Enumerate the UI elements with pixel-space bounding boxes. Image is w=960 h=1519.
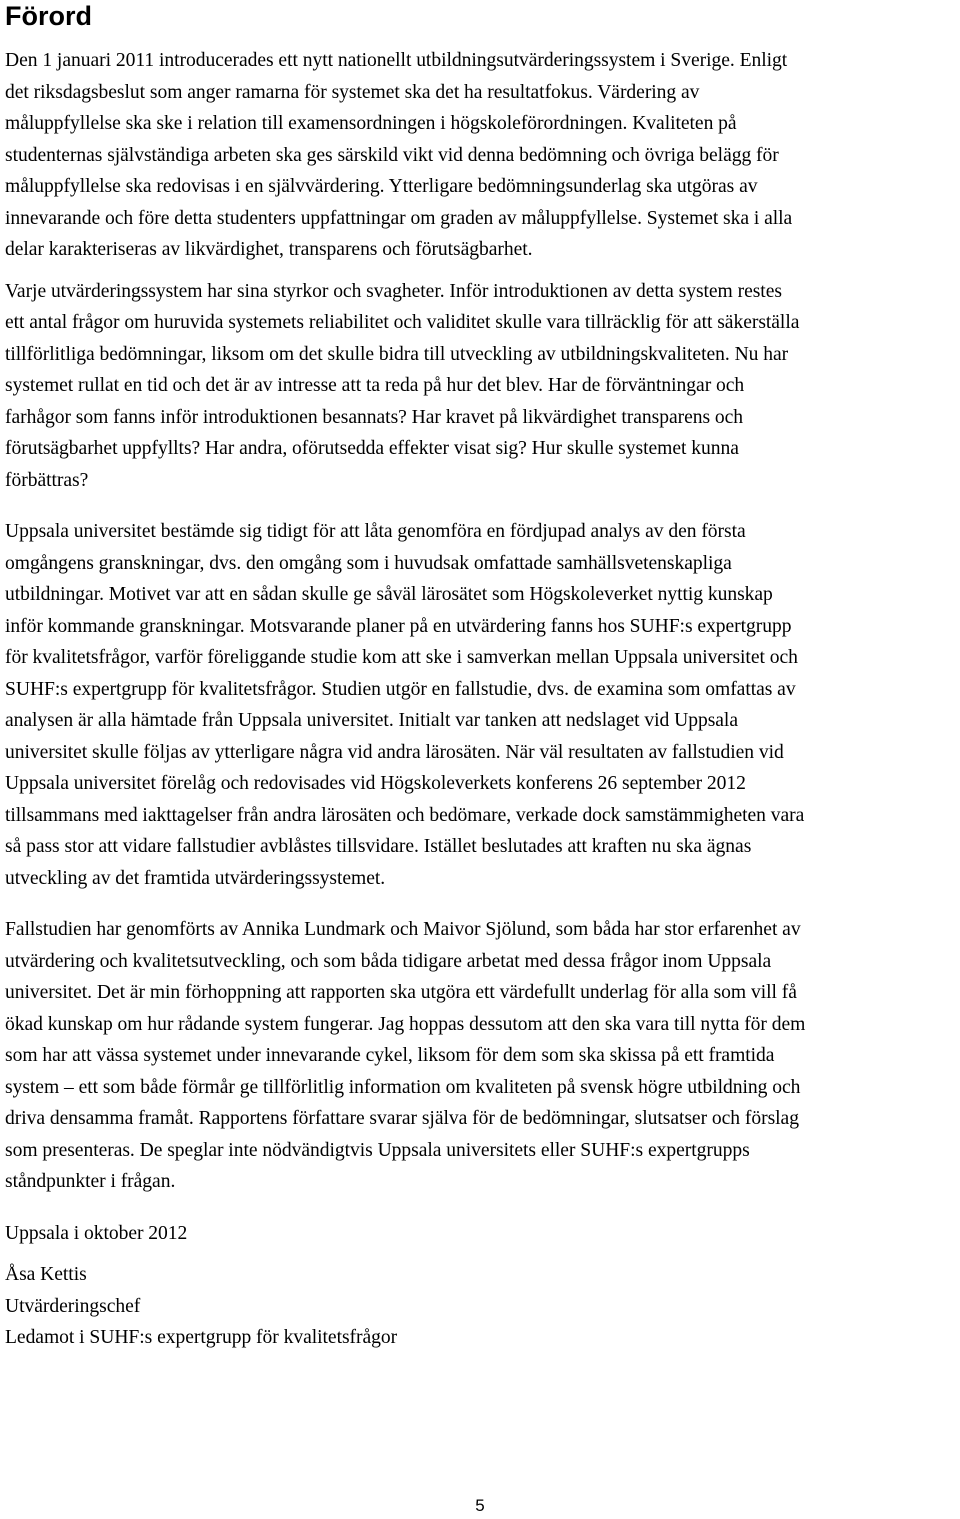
text-line: så pass stor att vidare fallstudier avblåstes tillsvidare. Istället beslutades att kraften nu ska ägnas <box>5 836 752 857</box>
text-line: förutsägbarhet uppfyllts? Har andra, oförutsedda effekter visat sig? Hur skulle systemet kunna <box>5 438 739 459</box>
paragraph-spacer <box>5 894 954 914</box>
text-line: Uppsala universitet bestämde sig tidigt för att låta genomföra en fördjupad analys av den första <box>5 521 746 542</box>
text-line: tillförlitliga bedömningar, liksom om det skulle bidra till utveckling av utbildningskvaliteten. Nu har <box>5 343 789 365</box>
paragraph-spacer <box>5 266 954 276</box>
text-line: tillsammans med iakttagelser från andra lärosäten och bedömare, verkade dock samstämmigheten vara <box>5 804 805 826</box>
text-line: Varje utvärderingssystem har sina styrkor och svagheter. Inför introduktionen av detta system restes <box>5 280 782 302</box>
paragraph-1 <box>5 45 954 266</box>
signature-title: Utvärderingschef <box>5 1295 141 1317</box>
page-title: Förord <box>5 1 92 31</box>
paragraph-4 <box>5 914 954 1198</box>
text-line: farhågor som fanns inför introduktionen besannats? Har kravet på likvärdighet transparens och <box>5 406 744 428</box>
paragraph-spacer <box>5 1249 954 1259</box>
signature-role: Ledamot i SUHF:s expertgrupp för kvalitetsfrågor <box>5 1327 398 1348</box>
text-line: som presenteras. De speglar inte nödvändigtvis Uppsala universitets eller SUHF:s expertgrupps <box>5 1139 750 1161</box>
text-line: innevarande och före detta studenters uppfattningar om graden av måluppfyllelse. Systemet ska i alla <box>5 207 793 229</box>
text-line: driva densamma framåt. Rapportens författare svarar själva för de bedömningar, slutsatser och förslag <box>5 1108 799 1129</box>
text-line: måluppfyllelse ska ske i relation till examensordningen i högskoleförordningen. Kvaliteten på <box>5 113 737 134</box>
text-line: Den 1 januari 2011 introducerades ett nytt nationellt utbildningsutvärderingssystem i Sverige. Enligt <box>5 50 788 71</box>
text-line: analysen är alla hämtade från Uppsala universitet. Initialt var tanken att nedslaget vid Uppsala <box>5 710 738 731</box>
signature-block <box>5 1259 954 1354</box>
text-line: det riksdagsbeslut som anger ramarna för systemet ska det ha resultatfokus. Värdering av <box>5 81 700 103</box>
page-number: 5 <box>475 1496 485 1515</box>
place-date-line: Uppsala i oktober 2012 <box>5 1222 188 1244</box>
text-line: universitet. Det är min förhoppning att rapporten ska utgöra ett värdefullt underlag för alla som vill få <box>5 982 797 1003</box>
text-line: utveckling av det framtida utvärderingssystemet. <box>5 867 386 889</box>
text-line: utbildningar. Motivet var att en sådan skulle ge såväl lärosätet som Högskoleverket nyttig kunskap <box>5 584 773 605</box>
text-line: utvärdering och kvalitetsutveckling, och som båda tidigare arbetat med dessa frågor inom Uppsala <box>5 950 772 972</box>
text-line: för kvalitetsfrågor, varför föreliggande studie kom att ske i samverkan mellan Uppsala universitet och <box>5 647 798 668</box>
text-line: SUHF:s expertgrupp för kvalitetsfrågor. Studien utgör en fallstudie, dvs. de examina som omfattas av <box>5 678 796 700</box>
text-line: omgångens granskningar, dvs. den omgång som i huvudsak omfattade samhällsvetenskapliga <box>5 552 732 574</box>
paragraph-spacer <box>5 496 954 516</box>
place-date <box>5 1218 954 1250</box>
text-line: inför kommande granskningar. Motsvarande planer på en utvärdering fanns hos SUHF:s expertgrupp <box>5 615 792 637</box>
text-line: system – ett som både förmår ge tillförlitlig information om kvaliteten på svensk högre utbildning och <box>5 1076 801 1098</box>
text-line: universitet skulle följas av ytterligare några vid andra lärosäten. När väl resultaten av fallstudien vid <box>5 741 784 763</box>
text-line: delar karakteriseras av likvärdighet, transparens och förutsägbarhet. <box>5 239 533 260</box>
text-line: studenternas självständiga arbeten ska ges särskild vikt vid denna bedömning och övriga belägg för <box>5 144 779 166</box>
text-line: ståndpunkter i frågan. <box>5 1171 176 1192</box>
text-line: Fallstudien har genomförts av Annika Lundmark och Maivor Sjölund, som båda har stor erfarenhet av <box>5 919 801 940</box>
text-line: ökad kunskap om hur rådande system fungerar. Jag hoppas dessutom att den ska vara till nytta för dem <box>5 1013 806 1035</box>
text-line: måluppfyllelse ska redovisas i en självvärdering. Ytterligare bedömningsunderlag ska utgöras av <box>5 176 758 197</box>
text-line: som har att vässa systemet under innevarande cykel, liksom för dem som ska skissa på ett framtida <box>5 1045 775 1066</box>
text-line: Uppsala universitet förelåg och redovisades vid Högskoleverkets konferens 26 september 2012 <box>5 773 746 794</box>
text-line: förbättras? <box>5 469 89 491</box>
text-line: systemet rullat en tid och det är av intresse att ta reda på hur det blev. Har de förväntningar och <box>5 375 745 396</box>
paragraph-3 <box>5 516 954 894</box>
paragraph-2 <box>5 276 954 497</box>
paragraph-spacer <box>5 1198 954 1218</box>
signature-name: Åsa Kettis <box>5 1264 87 1285</box>
text-line: ett antal frågor om huruvida systemets reliabilitet och validitet skulle vara tillräcklig för att säkerställa <box>5 312 800 333</box>
